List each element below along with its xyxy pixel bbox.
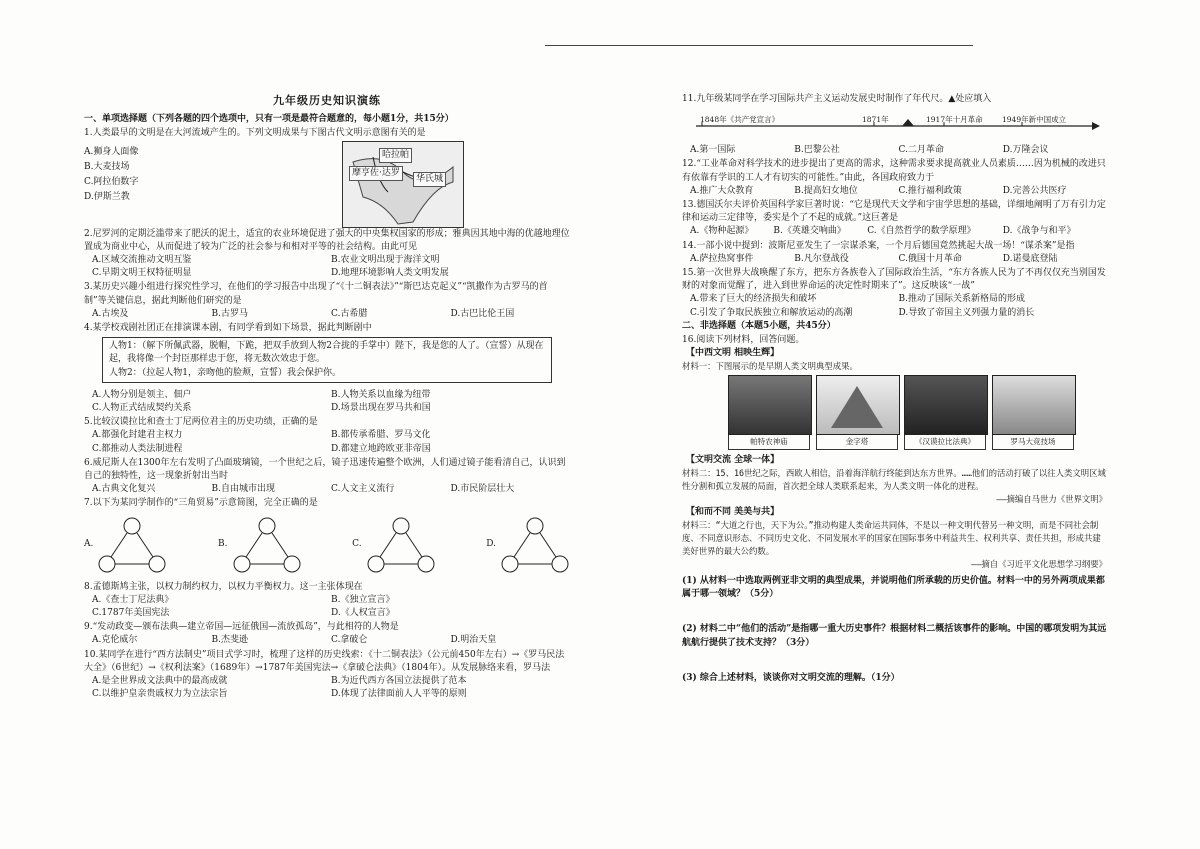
q4-option-c: C.人物正式结成契约关系 <box>92 403 192 414</box>
q13-option-b: B.《英雄交响曲》 <box>773 226 846 237</box>
question-4 <box>84 322 570 415</box>
timeline-label-1848: 1848年《共产党宣言》 <box>700 115 780 125</box>
q12-option-c: C.推行福利政策 <box>898 185 962 196</box>
question-14-stem: 14.一部小说中提到：波斯尼亚发生了一宗谋杀案，一个月后德国竟然挑起大战一场！“谋杀案”是指 <box>682 240 1075 251</box>
q3-option-d: D.古巴比伦王国 <box>450 308 515 319</box>
timeline-label-1949: 1949年新中国成立 <box>1002 115 1067 125</box>
q4-option-a: A.人物分别是领主、佃户 <box>92 389 192 400</box>
question-7-stem: 7.以下为某同学制作的“三角贸易”示意简图，完全正确的是 <box>84 498 318 509</box>
triangle-trade-diagram-c <box>366 516 436 574</box>
pyramid-image <box>816 375 900 435</box>
map-label-harappa: 哈拉帕 <box>379 148 412 163</box>
q7-option-d-label: D. <box>486 539 496 550</box>
q9-option-a: A.克伦威尔 <box>92 635 138 646</box>
picture-code-of-hammurabi <box>904 375 986 449</box>
hammurabi-stele-image <box>904 375 988 435</box>
q1-option-a: A.狮身人面像 <box>84 146 139 157</box>
timeline-label-1871: 1871年 <box>862 115 889 125</box>
question-16-stem: 16.阅读下列材料，回答问题。 <box>682 335 805 346</box>
q2-option-c: C.早期文明王权特征明显 <box>92 268 192 279</box>
map-label-pataliputra: 华氏城 <box>413 172 446 187</box>
question-12-stem: 12.“工业革命对科学技术的进步提出了更高的需求，这种需求要求提高就业人员素质……因为机械的改进只有依靠有学识的工人才有切实的可能性。”由此，各国政府致力于 <box>682 159 1106 183</box>
q7-option-b <box>218 515 301 575</box>
q8-option-c: C.1787年美国宪法 <box>92 608 170 619</box>
q4-dialog-box <box>102 337 552 383</box>
q4-dialog-line-1: 人物1：（解下所佩武器，脱帽，下跪，把双手放到人物2合拢的手掌中）陛下，我是您的人了。（宣誓）从现在起，我将像一个封臣那样忠于您，将无数次效忠于您。 <box>109 341 544 365</box>
question-10-stem: 10.某同学在进行“西方法制史”项目式学习时，梳理了这样的历史线索：《十二铜表法》（公元前450年左右）→《罗马民法大全》（6世纪）→《权利法案》（1689年）→1787年美国宪法→《拿破仑法典》（1804年）。从发展脉络来看，罗马法 <box>84 649 565 673</box>
q3-option-c: C.古希腊 <box>331 308 368 319</box>
q5-option-c: C.都推动人类法制进程 <box>92 443 183 454</box>
q3-option-b: B.古罗马 <box>211 308 248 319</box>
q8-option-d: D.《人权宣言》 <box>331 608 395 619</box>
q8-option-a: A.《查士丁尼法典》 <box>92 594 174 605</box>
question-9 <box>84 621 570 647</box>
q16-material-2: 材料二：15、16世纪之际，西欧人相信，沿着海洋航行终能到达东方世界。……他们的活动打破了以往人类文明区域性分割和孤立发展的局面，首次把全球人类联系起来，为人类文明一体化的进程。 <box>682 467 1106 491</box>
q16-subquestion-2: (2) 材料二中“他们的活动”是指哪一重大历史事件？根据材料二概括该事件的影响。中国的哪项发明为其远航航行提供了技术支持？（3分） <box>682 624 1107 648</box>
question-11 <box>682 93 1107 157</box>
q16-theme-1: 【中西文明 相映生辉】 <box>686 348 780 359</box>
q16-material-3: 材料三：“大道之行也，天下为公。”推动构建人类命运共同体，不是以一种文明代替另一种文明，而是不同社会制度、不同意识形态、不同历史文化、不同发展水平的国家在国际事务中利益共生、权利共享、责任共担，形成共建美好世界的最大公约数。 <box>682 520 1101 557</box>
question-16 <box>682 334 1107 685</box>
q5-option-b: B.都传承希腊、罗马文化 <box>331 430 431 441</box>
q9-option-d: D.明治天皇 <box>450 635 497 646</box>
q13-option-c: C.《自然哲学的数学原理》 <box>867 226 976 237</box>
question-6-stem: 6.威尼斯人在1300年左右发明了凸面玻璃镜，一个世纪之后，镜子迅速传遍整个欧洲，人们通过镜子能看清自己，认识到自己的独特性，这一现象折射出当时 <box>84 457 566 482</box>
triangle-trade-diagram-b <box>232 516 302 574</box>
section-one-heading: 一、单项选择题（下列各题的四个选项中，只有一项是最符合题意的，每小题1分，共15分） <box>84 114 454 125</box>
q3-option-a: A.古埃及 <box>92 308 129 319</box>
triangle-trade-diagram-d <box>500 516 570 574</box>
question-2-stem: 2.尼罗河的定期泛滥带来了肥沃的泥土，适宜的农业环境促进了强大的中央集权国家的形成；雅典因其地中海的优越地理位置成为商业中心，从而促进了较为广泛的社会参与和相对平等的社会结构。由此可见 <box>84 228 570 252</box>
q1-option-d: D.伊斯兰教 <box>84 191 130 202</box>
question-3-stem: 3.某历史兴趣小组进行探究性学习，在他们的学习报告中出现了“《十二铜表法》”“斯巴达克起义”“凯撒作为古罗马的首制”等关键信息，据此判断他们研究的是 <box>84 282 548 306</box>
q1-option-b: B.大麦技场 <box>84 161 130 172</box>
parthenon-image <box>728 375 812 435</box>
q10-option-b: B.为近代西方各国立法提供了范本 <box>331 676 467 687</box>
question-5-stem: 5.比较汉谟拉比和查士丁尼两位君主的历史功绩，正确的是 <box>84 417 318 428</box>
q9-option-c: C.拿破仑 <box>331 635 368 646</box>
timeline-label-1917: 1917年十月革命 <box>926 115 983 125</box>
q4-option-b: B.人物关系以血缘为纽带 <box>331 389 431 400</box>
header-rule <box>545 45 973 46</box>
q10-option-a: A.是全世界成文法典中的最高成就 <box>92 676 228 687</box>
right-column <box>682 92 1107 685</box>
q14-option-b: B.凡尔登战役 <box>794 253 849 264</box>
question-11-stem: 11.九年级某同学在学习国际共产主义运动发展史时制作了年代尺。▲处应填入 <box>682 94 992 104</box>
q6-option-c: C.人文主义流行 <box>331 484 395 495</box>
question-1-stem: 1.人类最早的文明是在大河流域产生的。下列文明成果与下图古代文明示意图有关的是 <box>84 128 426 139</box>
section-two-heading: 二、非选择题（本题5小题，共45分） <box>682 320 836 331</box>
q14-option-a: A.萨拉热窝事件 <box>690 253 754 264</box>
q15-option-a: A.带来了巨大的经济损失和破坏 <box>690 294 817 305</box>
q11-timeline <box>682 110 1107 138</box>
q14-option-c: C.俄国十月革命 <box>898 253 962 264</box>
q7-option-b-label: B. <box>218 539 228 550</box>
q10-option-d: D.体现了法律面前人人平等的原则 <box>331 689 467 700</box>
q11-option-a: A.第一国际 <box>690 145 736 156</box>
q6-option-d: D.市民阶层壮大 <box>450 484 515 495</box>
q10-option-c: C.以维护皇亲贵戚权力为立法宗旨 <box>92 689 228 700</box>
q1-option-c: C.阿拉伯数字 <box>84 176 139 187</box>
picture-parthenon <box>728 375 810 449</box>
q16-picture-row <box>728 375 1107 449</box>
q14-option-d: D.诺曼底登陆 <box>1002 253 1058 264</box>
q2-option-d: D.地理环境影响人类文明发展 <box>331 268 449 279</box>
question-10 <box>84 649 570 702</box>
colosseum-image <box>992 375 1076 435</box>
q4-option-d: D.场景出现在罗马共和国 <box>331 403 431 414</box>
q16-subquestion-3: (3) 综合上述材料，谈谈你对文明交流的理解。（1分） <box>682 672 900 683</box>
map-label-mohenjo-daro: 摩亨佐·达罗 <box>349 166 403 181</box>
picture-colosseum <box>992 375 1074 449</box>
q7-option-a <box>84 515 167 575</box>
q4-dialog-line-2: 人物2：（拉起人物1，亲吻他的脸颊，宣誓）我会保护你。 <box>109 367 341 378</box>
q16-theme-2: 【文明交流 全球一体】 <box>686 454 780 465</box>
question-8-stem: 8.孟德斯鸠主张，以权力制约权力，以权力平衡权力。这一主张体现在 <box>84 581 363 592</box>
q7-option-c <box>352 515 435 575</box>
picture-caption: 罗马大竞技场 <box>992 435 1074 449</box>
triangle-trade-diagram-a <box>97 516 167 574</box>
q15-option-b: B.推动了国际关系新格局的形成 <box>898 294 1025 305</box>
question-13 <box>682 199 1107 239</box>
q16-source-3: ——摘自《习近平文化思想学习纲要》 <box>971 559 1107 570</box>
q12-option-d: D.完善公共医疗 <box>1002 185 1067 196</box>
q9-option-b: B.杰斐逊 <box>211 635 248 646</box>
picture-caption: 金字塔 <box>816 435 898 449</box>
q6-option-b: B.自由城市出现 <box>211 484 275 495</box>
question-15 <box>682 267 1107 320</box>
triangle-marker-icon <box>902 119 914 126</box>
question-8 <box>84 581 570 621</box>
picture-caption: 帕特农神庙 <box>728 435 810 449</box>
q2-option-a: A.区域交流推动文明互鉴 <box>92 255 192 266</box>
q7-diagram-row <box>84 515 570 575</box>
q7-option-a-label: A. <box>84 539 94 550</box>
q12-option-b: B.提高妇女地位 <box>794 185 858 196</box>
q6-option-a: A.古典文化复兴 <box>92 484 156 495</box>
question-13-stem: 13.德国沃尔夫评价英国科学家巨著时说：“它是现代天文学和宇宙学思想的基础，详细地阐明了万有引力定律和运动三定律等，委实是个了不起的成就。”这巨著是 <box>682 200 1106 224</box>
q15-option-d: D.导致了帝国主义列强力量的消长 <box>898 307 1035 318</box>
q16-subquestion-1: (1) 从材料一中选取两例亚非文明的典型成果，并说明他们所承载的历史价值。材料一中的另外两项成果都属于哪一领域？（5分） <box>682 576 1105 600</box>
question-15-stem: 15.第一次世界大战唤醒了东方，把东方各族卷入了国际政治生活，“东方各族人民为了不再仅仅充当别国发财的对象而觉醒了，进入到世界命运的决定性时期来了”。这反映该“一战” <box>682 268 1106 292</box>
q16-theme-3: 【和而不同 美美与共】 <box>686 506 780 517</box>
page-title: 九年级历史知识演练 <box>273 94 381 107</box>
question-1 <box>84 127 570 226</box>
q7-option-d <box>486 515 570 575</box>
ancient-india-map <box>342 141 464 228</box>
question-12 <box>682 158 1107 198</box>
q13-option-a: A.《物种起源》 <box>690 226 754 237</box>
picture-caption: 《汉谟拉比法典》 <box>904 435 986 449</box>
q16-source-2: ——摘编自马世力《世界文明》 <box>996 493 1107 504</box>
question-5 <box>84 416 570 456</box>
question-6 <box>84 457 570 497</box>
q11-option-c: C.二月革命 <box>898 145 944 156</box>
q11-option-b: B.巴黎公社 <box>794 145 840 156</box>
question-2 <box>84 228 570 281</box>
q5-option-d: D.都建立地跨欧亚非帝国 <box>331 443 431 454</box>
q11-option-d: D.万隆会议 <box>1002 145 1049 156</box>
q5-option-a: A.都强化封建君主权力 <box>92 430 183 441</box>
q7-option-c-label: C. <box>352 539 362 550</box>
q12-option-a: A.推广大众教育 <box>690 185 754 196</box>
q2-option-b: B.农业文明出现于海洋文明 <box>331 255 440 266</box>
q15-option-c: C.引发了争取民族独立和解放运动的高潮 <box>690 307 853 318</box>
question-7 <box>84 497 570 574</box>
q16-material-1: 材料一：下图展示的是早期人类文明典型成果。 <box>682 361 858 372</box>
question-9-stem: 9.“发动政变—颁布法典—建立帝国—远征俄国—流放孤岛”，与此相符的人物是 <box>84 622 399 633</box>
question-14 <box>682 240 1107 266</box>
q8-option-b: B.《独立宣言》 <box>331 594 395 605</box>
picture-pyramid <box>816 375 898 449</box>
q13-option-d: D.《战争与和平》 <box>1002 226 1076 237</box>
question-3 <box>84 281 570 321</box>
left-column <box>84 92 570 702</box>
question-4-stem: 4.某学校戏剧社团正在排演课本剧，有同学看到如下场景，据此判断剧中 <box>84 323 372 334</box>
